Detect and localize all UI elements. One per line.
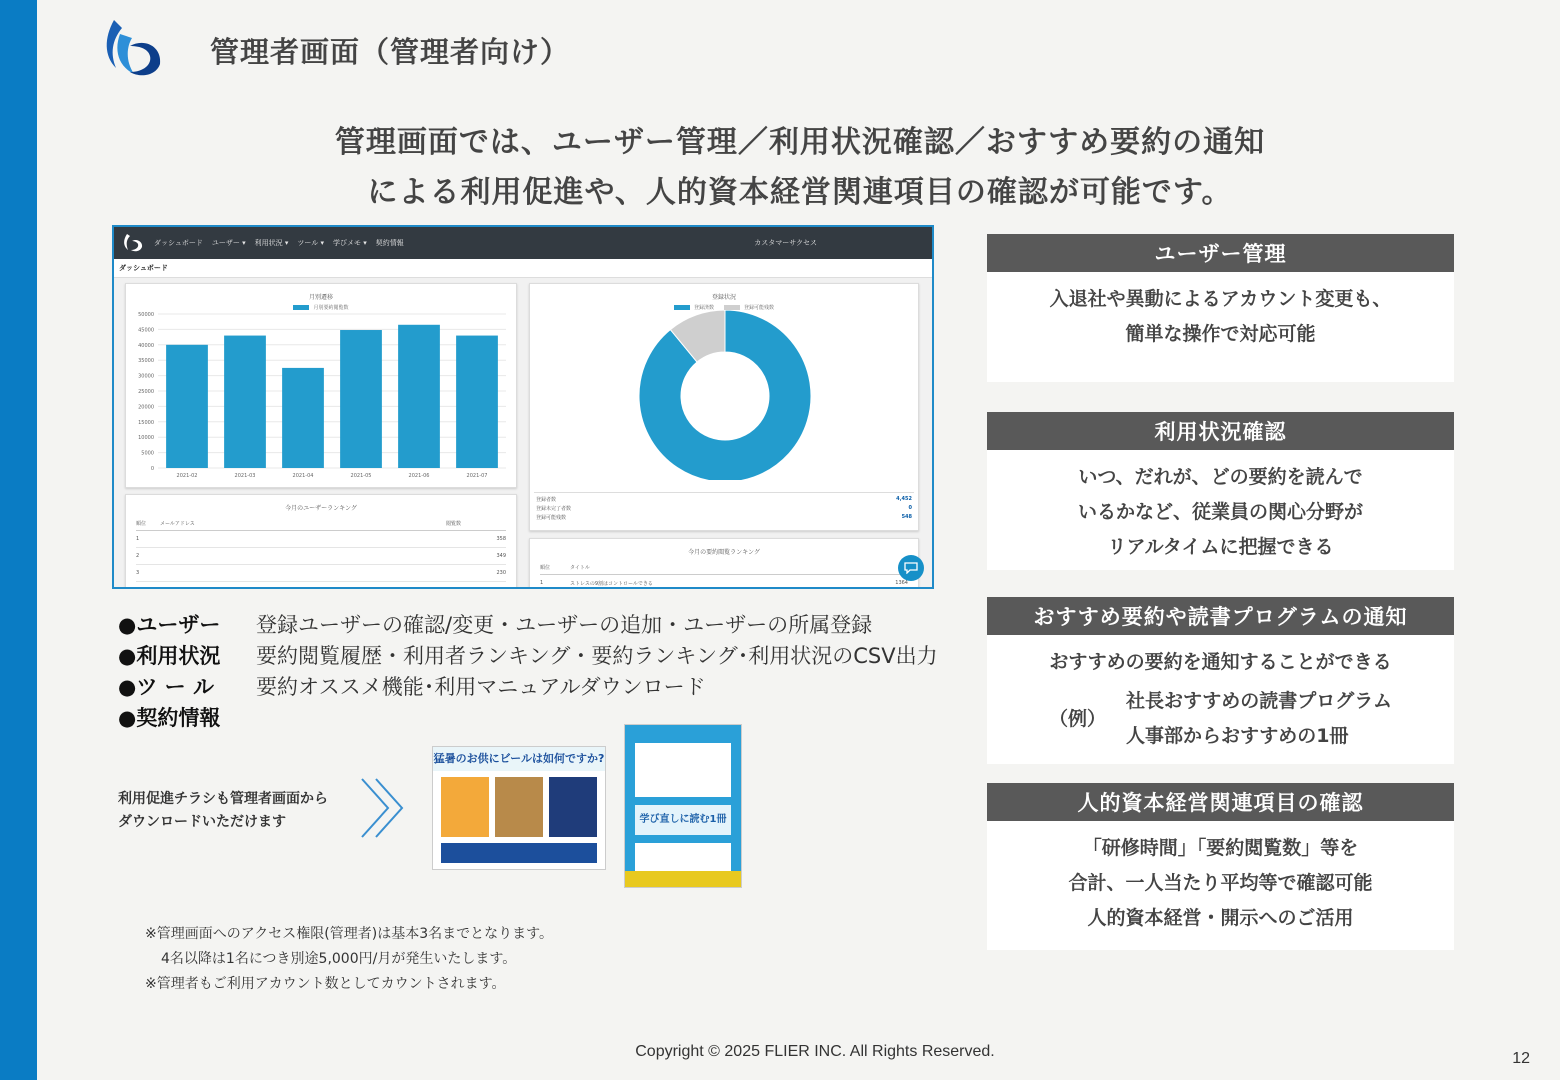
notes: [145, 922, 553, 997]
example-label: （例）: [1048, 707, 1106, 730]
card-line: 簡単な操作で対応可能: [1125, 323, 1316, 345]
table-row[interactable]: [136, 548, 506, 565]
card-title: 人的資本経営関連項目の確認: [987, 783, 1454, 821]
feature-value: 登録ユーザーの確認/変更・ユーザーの追加・ユーザーの所属登録: [256, 613, 873, 637]
card-body: [987, 450, 1454, 565]
y-tick-label: 45000: [138, 327, 154, 334]
card-body: [987, 821, 1454, 936]
registration-stats: [534, 492, 914, 522]
flier-logo-icon: [100, 16, 168, 80]
promo-line-2: ダウンロードいただけます: [118, 814, 286, 830]
card-line: いるかなど、従業員の関心分野が: [1077, 501, 1363, 523]
flyer-footer-band: [625, 871, 741, 887]
promo-line-1: 利用促進チラシも管理者画面から: [118, 791, 328, 807]
y-tick-label: 40000: [138, 342, 154, 349]
note-line-1: ※管理画面へのアクセス権限(管理者)は基本3名までとなります。: [145, 926, 554, 942]
user-ranking-title: 今月のユーザーランキング: [285, 505, 357, 512]
col-rank: 順位: [540, 565, 551, 571]
flyer-footer-band: [441, 843, 597, 863]
y-tick-label: 25000: [138, 389, 154, 395]
nav-usage[interactable]: 利用状況 ▾: [254, 239, 289, 247]
feature-key: ●ユーザー: [118, 613, 221, 637]
card-recommendation: [987, 597, 1454, 764]
x-tick-label: 2021-06: [408, 473, 430, 479]
example-block: [987, 684, 1454, 754]
bar: [282, 368, 324, 468]
nav-user-account[interactable]: カスタマーサクセス: [754, 239, 817, 247]
feature-key: ●ツ ー ル: [118, 675, 214, 699]
dashboard-navbar: [114, 227, 932, 259]
summary-ranking-header: [540, 561, 908, 575]
feature-row-usage: [118, 641, 938, 672]
count-cell: 349: [496, 553, 506, 559]
card-human-capital: [987, 783, 1454, 950]
card-line: 「研修時間」「要約閲覧数」等を: [1082, 837, 1359, 859]
y-tick-label: 0: [150, 466, 154, 472]
flyer-title: 猛暑のお供にビールは如何ですか?: [433, 747, 605, 771]
x-tick-label: 2021-04: [292, 473, 314, 479]
card-title: おすすめ要約や読書プログラムの通知: [987, 597, 1454, 635]
bar: [398, 325, 440, 468]
flyer-panel: [635, 743, 731, 797]
nav-memo[interactable]: 学びメモ ▾: [332, 239, 367, 247]
x-tick-label: 2021-05: [350, 473, 372, 479]
table-row[interactable]: [540, 575, 908, 589]
y-tick-label: 50000: [138, 312, 154, 318]
user-ranking-header: [136, 517, 506, 531]
user-ranking-card: [125, 494, 517, 589]
summary-ranking-card: [529, 538, 919, 589]
stat-row: [534, 504, 914, 513]
card-line: いつ、だれが、どの要約を読んで: [1078, 466, 1363, 488]
x-tick-label: 2021-02: [176, 473, 198, 479]
feature-row-tools: [118, 672, 938, 703]
stat-label: 登録未完了者数: [536, 506, 572, 512]
card-line: 合計、一人当たり平均等で確認可能: [1068, 872, 1373, 894]
monthly-chart-title: 月別遷移: [308, 294, 333, 301]
feature-value: 要約閲覧履歴・利用者ランキング・要約ランキング･利用状況のCSV出力: [256, 644, 938, 668]
stat-row: [534, 513, 914, 522]
example-line: 人事部からおすすめの1冊: [1126, 725, 1349, 747]
dashboard-page-title: ダッシュボード: [114, 259, 932, 278]
example-line: 社長おすすめの読書プログラム: [1126, 690, 1393, 712]
card-usage-status: [987, 412, 1454, 570]
table-row[interactable]: [136, 565, 506, 582]
promo-flyer-beer[interactable]: [432, 746, 606, 870]
registration-chart-title: 登録状況: [711, 294, 736, 301]
y-tick-label: 35000: [138, 358, 154, 365]
bar: [224, 336, 266, 468]
promo-text: [118, 788, 328, 834]
bar: [166, 345, 208, 468]
double-chevron-right-icon: [356, 775, 410, 841]
x-tick-label: 2021-07: [466, 473, 488, 479]
copyright: Copyright © 2025 FLIER INC. All Rights Reserved.: [635, 1043, 995, 1060]
card-title: ユーザー管理: [987, 234, 1454, 272]
y-tick-label: 15000: [138, 419, 154, 426]
feature-row-contract: [118, 703, 938, 734]
y-tick-label: 30000: [138, 373, 154, 380]
feature-key: ●契約情報: [118, 706, 221, 730]
card-body: [987, 272, 1454, 352]
col-mail: メールアドレス: [160, 521, 195, 527]
summary-ranking-title: 今月の要約閲覧ランキング: [688, 549, 760, 556]
feature-row-users: [118, 610, 938, 641]
nav-dashboard[interactable]: ダッシュボード: [154, 239, 203, 247]
stat-label: 登録可能残数: [536, 515, 567, 521]
stat-value: 548: [901, 514, 912, 520]
dashboard-logo-icon: [122, 232, 144, 254]
card-body: [987, 635, 1454, 754]
note-line-3: ※管理者もご利用アカウント数としてカウントされます。: [145, 976, 506, 992]
card-line: リアルタイムに把握できる: [1107, 536, 1334, 558]
legend-label-available: 登録可能残数: [744, 305, 775, 311]
y-tick-label: 20000: [138, 404, 154, 411]
registration-donut-chart: [530, 310, 920, 480]
flyer-book-cover: [549, 777, 597, 837]
table-row[interactable]: [136, 531, 506, 548]
y-tick-label: 10000: [138, 435, 154, 442]
stat-label: 登録者数: [536, 497, 557, 503]
rank-cell: 1: [136, 536, 140, 542]
rank-cell: 1: [540, 580, 544, 586]
monthly-chart-card: [125, 283, 517, 488]
lead-line-2: による利用促進や、人的資本経営関連項目の確認が可能です。: [367, 175, 1233, 210]
card-line: 入退社や異動によるアカウント変更も、: [1049, 288, 1392, 310]
promo-flyer-relearn[interactable]: [624, 724, 742, 888]
x-tick-label: 2021-03: [234, 473, 256, 479]
legend-label: 月別要約閲覧数: [313, 305, 349, 311]
lead-line-1: 管理画面では、ユーザー管理／利用状況確認／おすすめ要約の通知: [334, 125, 1266, 160]
feature-key: ●利用状況: [118, 644, 221, 668]
col-count: 閲覧数: [446, 521, 462, 527]
card-line: 人的資本経営・開示へのご活用: [1087, 907, 1354, 929]
flyer-book-cover: [441, 777, 489, 837]
page-number: 12: [1512, 1050, 1530, 1067]
col-rank: 順位: [136, 521, 147, 527]
dashboard-screenshot: [112, 225, 934, 589]
nav-contract[interactable]: 契約情報: [375, 239, 404, 247]
flyer-title: 学び直しに読む1冊: [635, 805, 731, 835]
bar: [340, 330, 382, 468]
chat-bubble-icon: [904, 562, 918, 574]
feature-list: [118, 610, 938, 734]
registration-chart-card: [529, 283, 919, 531]
page-title: 管理者画面（管理者向け）: [210, 35, 571, 69]
count-cell: 1364: [895, 580, 908, 586]
example-lines: [1126, 684, 1392, 754]
count-cell: 358: [496, 536, 506, 542]
legend-label-registered: 登録済数: [693, 305, 714, 311]
feature-value: 要約オススメ機能･利用マニュアルダウンロード: [256, 675, 706, 699]
stat-value: 0: [908, 505, 912, 511]
lead-text: [250, 118, 1350, 218]
title-cell: ストレスの9割はコントロールできる: [570, 581, 653, 587]
rank-cell: 3: [136, 570, 140, 576]
y-tick-label: 5000: [141, 450, 154, 457]
monthly-bar-chart: [126, 302, 516, 484]
card-title: 利用状況確認: [987, 412, 1454, 450]
nav-tools[interactable]: ツール ▾: [297, 239, 324, 247]
card-line: おすすめの要約を通知することができる: [1049, 651, 1392, 673]
note-line-2: 4名以降は1名につき別途5,000円/月が発生いたします。: [161, 951, 517, 967]
rank-cell: 2: [136, 553, 140, 559]
count-cell: 230: [496, 570, 506, 576]
col-title: タイトル: [570, 565, 590, 571]
flyer-book-cover: [495, 777, 543, 837]
card-user-management: [987, 234, 1454, 382]
stat-row: [534, 495, 914, 504]
chat-icon[interactable]: [898, 555, 924, 581]
stat-value: 4,452: [896, 496, 912, 502]
nav-users[interactable]: ユーザー ▾: [211, 239, 246, 247]
accent-bar: [0, 0, 37, 1080]
flyer-books: [433, 771, 605, 843]
flyer-panel: [635, 843, 731, 873]
bar: [456, 336, 498, 468]
